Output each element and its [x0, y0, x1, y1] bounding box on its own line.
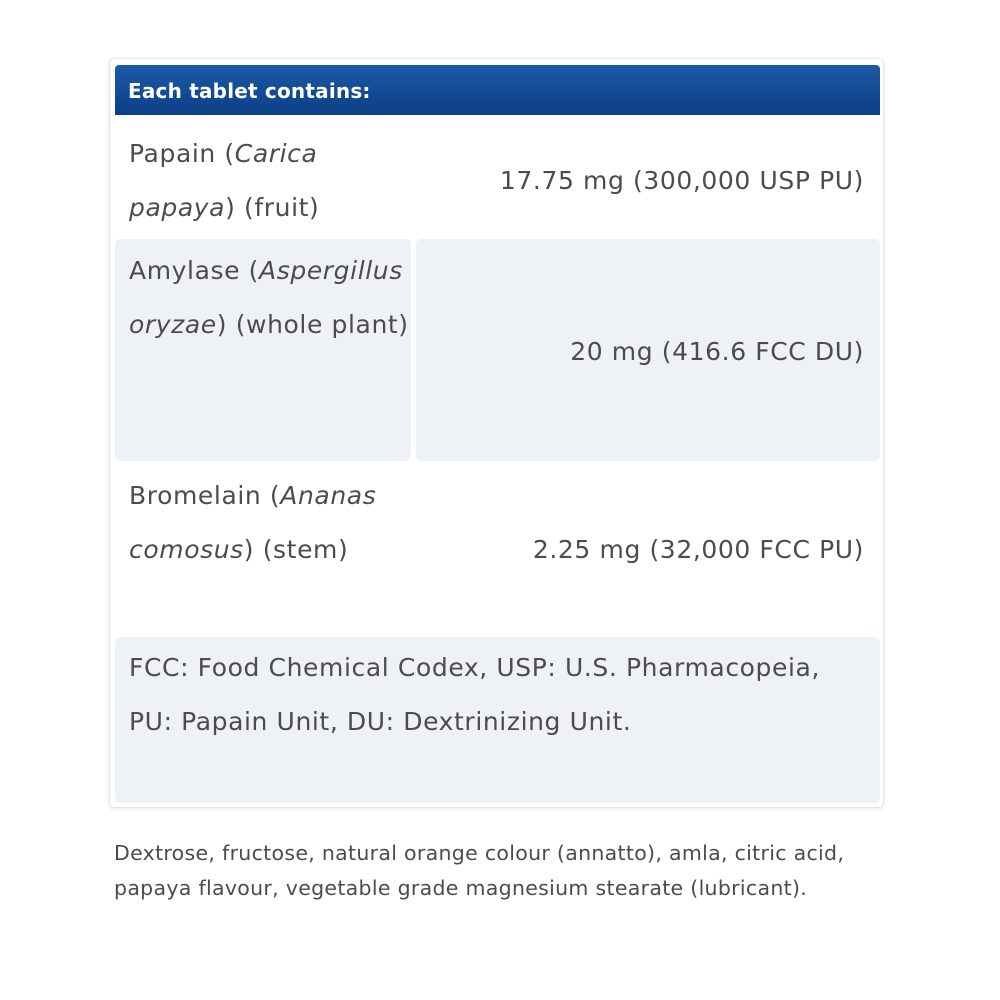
ingredients-table-card	[109, 58, 884, 808]
other-ingredients-text: Dextrose, fructose, natural orange colour (annatto), amla, citric acid, papaya flavour, vegetable grade magnesium stearate (lubricant).	[114, 841, 845, 900]
table-footnote: FCC: Food Chemical Codex, USP: U.S. Pharmacopeia, PU: Papain Unit, DU: Dextrinizing Unit.	[115, 637, 880, 803]
ingredient-amount: 2.25 mg (32,000 FCC PU)	[532, 535, 864, 564]
ingredient-part: ) (fruit)	[225, 192, 320, 222]
ingredient-name	[115, 465, 411, 635]
ingredient-latin-name: Aspergillus oryzae	[129, 256, 403, 339]
ingredient-part: ) (stem)	[243, 534, 349, 564]
ingredient-name-text: Papain (	[129, 139, 235, 168]
table-row-amylase	[115, 239, 880, 461]
table-header: Each tablet contains:	[115, 65, 880, 115]
ingredient-name	[115, 239, 411, 461]
ingredient-name-text: Amylase (	[129, 256, 260, 285]
ingredient-amount: 20 mg (416.6 FCC DU)	[416, 239, 880, 461]
ingredient-amount: 17.75 mg (300,000 USP PU)	[499, 166, 864, 195]
ingredient-name-text: Bromelain (	[129, 481, 281, 510]
table-row-bromelain	[115, 465, 880, 635]
ingredient-latin-name: Ananas comosus	[129, 481, 377, 564]
ingredient-latin-name: Carica papaya	[129, 139, 318, 222]
ingredient-part: ) (whole plant)	[216, 309, 409, 339]
